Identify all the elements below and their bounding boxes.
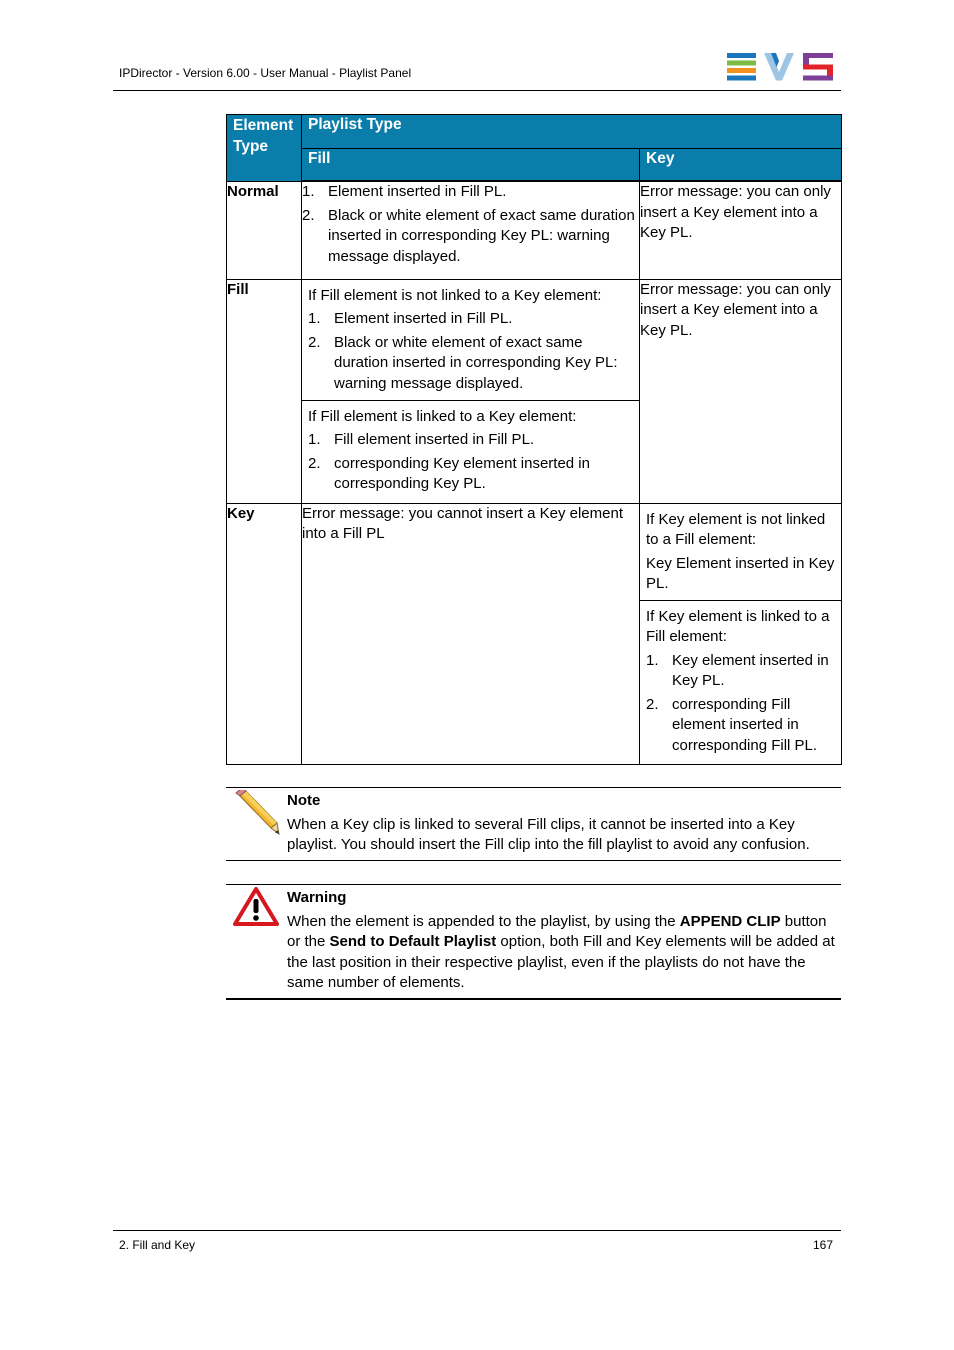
row-type-fill: Fill [227, 279, 302, 503]
row-type-normal: Normal [227, 181, 302, 279]
table-row [227, 279, 842, 503]
table-row [227, 503, 842, 765]
fill-linked-intro: If Fill element is linked to a Key element: [308, 407, 577, 425]
key-not-linked-intro: If Key element is not linked to a Fill element: [646, 510, 826, 548]
fill-key-cell: Error message: you can only insert a Key element into a Key PL. [640, 279, 842, 503]
evs-logo [727, 53, 833, 81]
normal-fill-cell: 1. Element inserted in Fill PL. 2. Black or white element of exact same duration inserted in corresponding Key PL: warning message displayed. [302, 181, 640, 279]
list-item: Fill element inserted in Fill PL. [334, 431, 535, 448]
warning-title: Warning [287, 889, 347, 906]
warning-text: When the element is appended to the playlist, by using the APPEND CLIP button or the Send to Default Playlist option, both Fill and Key elements will be added at the last position in their respective playlist, even if the playlists do not have the same number of elements. [287, 912, 835, 991]
header-key: Key [640, 149, 842, 182]
key-fill-cell: Error message: you cannot insert a Key element into a Fill PL [302, 503, 640, 765]
header-element-type: Element Type [227, 115, 302, 182]
page-number: 167 [812, 1238, 833, 1252]
list-item: Black or white element of exact same duration inserted in corresponding Key PL: warning message displayed. [334, 333, 618, 392]
footer-divider [113, 1230, 841, 1231]
fill-not-linked-intro: If Fill element is not linked to a Key element: [308, 286, 602, 304]
note-text: When a Key clip is linked to several Fill clips, it cannot be inserted into a Key playlist. You should insert the Fill clip into the fill playlist to avoid any confusion. [287, 815, 810, 853]
header-divider [113, 90, 841, 91]
header-playlist-type: Playlist Type [302, 115, 842, 149]
list-item: corresponding Key element inserted in corresponding Key PL. [334, 454, 590, 492]
note-title: Note [287, 792, 321, 809]
header-title: IPDirector - Version 6.00 - User Manual - Playlist Panel [119, 66, 412, 80]
pencil-icon [232, 790, 280, 843]
list-item: Key element inserted in Key PL. [672, 651, 829, 689]
table-row [227, 181, 842, 279]
key-linked-intro: If Key element is linked to a Fill element: [646, 607, 830, 645]
header-fill: Fill [302, 149, 640, 182]
normal-key-cell: Error message: you can only insert a Key element into a Key PL. [640, 181, 842, 279]
send-to-default-playlist-label: Send to Default Playlist [329, 933, 497, 950]
append-clip-label: APPEND CLIP [679, 912, 781, 930]
footer-section: 2. Fill and Key [119, 1238, 196, 1252]
list-item: Element inserted in Fill PL. [328, 183, 507, 200]
fill-key-table [226, 114, 842, 765]
list-item: Element inserted in Fill PL. [334, 310, 513, 327]
warning-callout [226, 884, 841, 1000]
key-key-cell: If Key element is not linked to a Fill element: Key Element inserted in Key PL. If Key element is linked to a Fill element: 1. Key element inserted in Key PL. 2. corresponding Fill element inserted in corresponding Fill PL. [640, 503, 842, 765]
row-type-key: Key [227, 503, 302, 765]
key-not-linked-text: Key Element inserted in Key PL. [646, 554, 835, 592]
warning-triangle-icon [233, 886, 279, 933]
list-item: Black or white element of exact same duration inserted in corresponding Key PL: warning message displayed. [328, 206, 635, 265]
note-callout [226, 787, 841, 861]
fill-fill-cell: If Fill element is not linked to a Key element: 1. Element inserted in Fill PL. 2. Black or white element of exact same duration inserted in corresponding Key PL: warning message displayed. If Fill element is linked to a Key element: 1. Fill element inserted in Fill PL. 2. corresponding Key element inserted in corresponding Key PL. [302, 279, 640, 503]
list-item: corresponding Fill element inserted in corresponding Fill PL. [672, 695, 818, 754]
